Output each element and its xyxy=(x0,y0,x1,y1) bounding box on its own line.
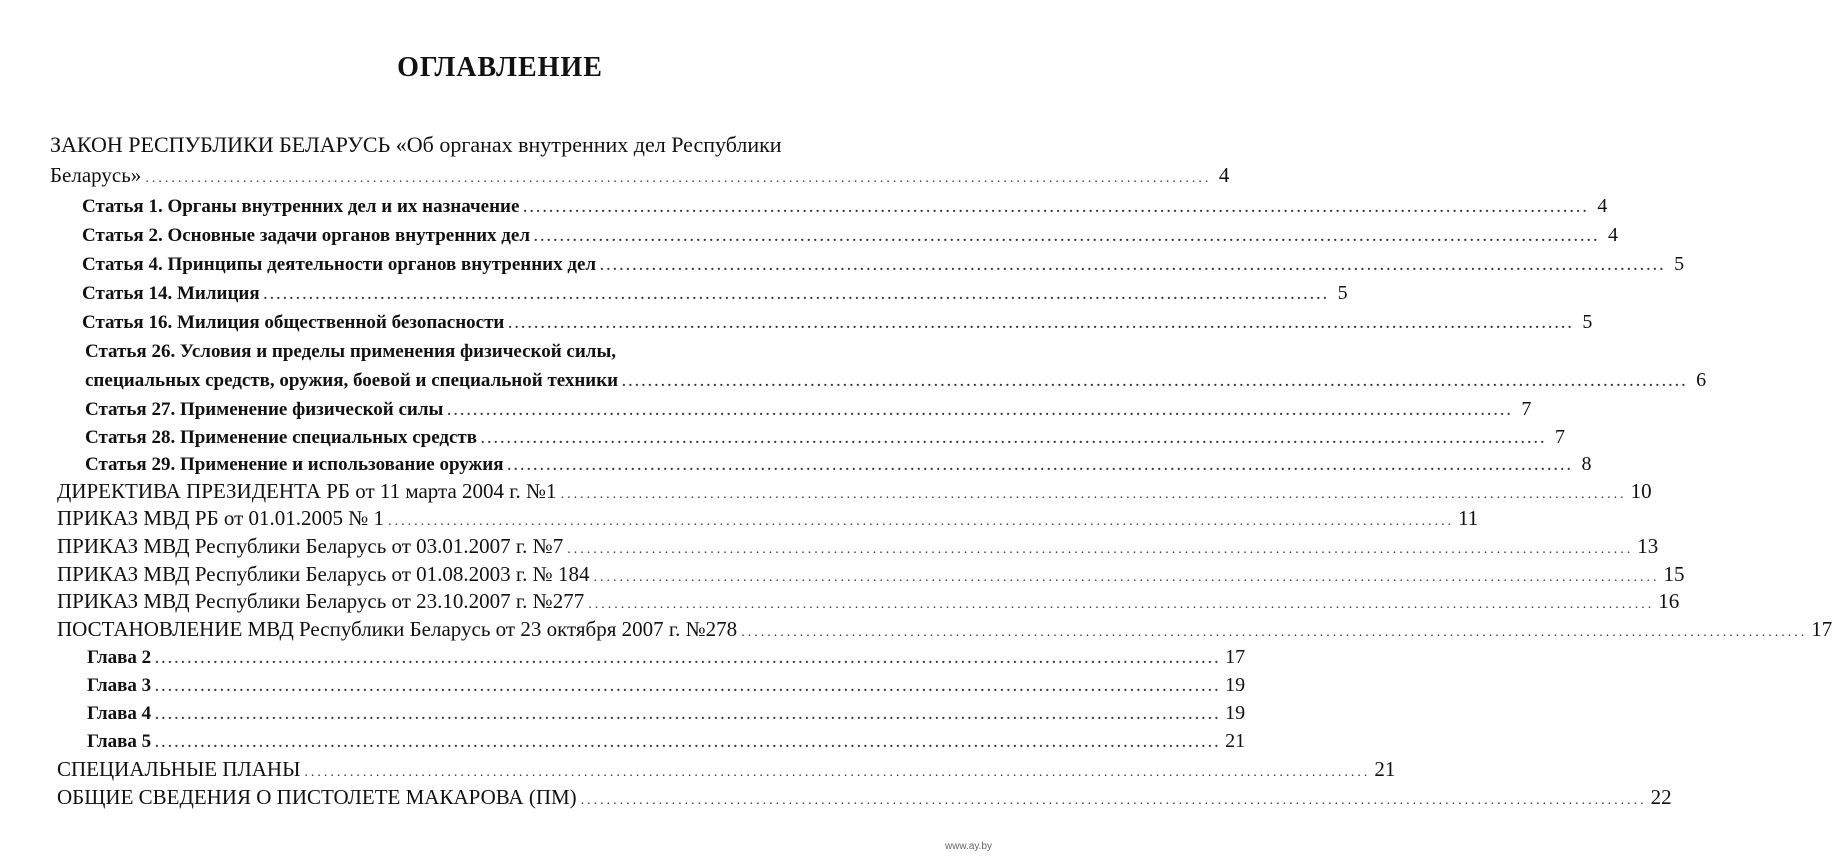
toc-page-number: 10 xyxy=(1630,479,1652,503)
toc-page-number: 15 xyxy=(1663,562,1685,586)
toc-leader-dots: .................................................................................................................................................................... xyxy=(593,570,1660,585)
toc-page-number: 4 xyxy=(1218,163,1230,187)
toc-entry-text: ПРИКАЗ МВД Республики Беларусь от 03.01.2007 г. №7 xyxy=(57,534,564,558)
toc-leader-dots: .................................................................................................................................................................... xyxy=(155,652,1222,667)
toc-entry-makarov-pistol xyxy=(57,784,1672,814)
toc-entry-text: Статья 4. Принципы деятельности органов внутренних дел xyxy=(82,254,597,275)
toc-leader-dots: .................................................................................................................................................................... xyxy=(580,793,1647,808)
toc-entry-chapter-2 xyxy=(87,644,1246,673)
toc-leader-dots: .................................................................................................................................................................... xyxy=(508,317,1575,332)
toc-leader-dots: .................................................................................................................................................................... xyxy=(622,375,1689,390)
toc-leader-dots: .................................................................................................................................................................... xyxy=(155,736,1222,751)
toc-page-number: 11 xyxy=(1458,506,1479,530)
toc-leader-dots: .................................................................................................................................................................... xyxy=(534,230,1601,245)
toc-entry-law xyxy=(50,162,1230,192)
toc-entry-article-27 xyxy=(85,396,1532,425)
toc-leader-dots: .................................................................................................................................................................... xyxy=(145,171,1212,186)
toc-entry-text: Глава 4 xyxy=(87,703,152,724)
toc-entry-order-2005 xyxy=(57,505,1479,535)
toc-entry-text: Статья 27. Применение физической силы xyxy=(85,399,444,420)
toc-leader-dots: .................................................................................................................................................................... xyxy=(741,625,1808,640)
toc-leader-dots: .................................................................................................................................................................... xyxy=(507,459,1574,474)
toc-entry-order-184 xyxy=(57,561,1685,591)
toc-leader-dots: .................................................................................................................................................................... xyxy=(263,288,1330,303)
toc-leader-dots: .................................................................................................................................................................... xyxy=(523,201,1590,216)
toc-entry-article-16 xyxy=(82,309,1593,338)
toc-entry-directive xyxy=(57,478,1652,508)
toc-entry-text: ОБЩИЕ СВЕДЕНИЯ О ПИСТОЛЕТЕ МАКАРОВА (ПМ) xyxy=(57,785,577,809)
toc-leader-dots: .................................................................................................................................................................... xyxy=(304,765,1371,780)
toc-leader-dots: .................................................................................................................................................................... xyxy=(155,708,1222,723)
toc-entry-text: ПРИКАЗ МВД РБ от 01.01.2005 № 1 xyxy=(57,506,385,530)
toc-entry-law-line1: ЗАКОН РЕСПУБЛИКИ БЕЛАРУСЬ «Об органах внутренних дел Республики xyxy=(50,132,782,157)
toc-page-number: 8 xyxy=(1581,453,1592,475)
toc-entry-text: Глава 5 xyxy=(87,731,152,752)
toc-leader-dots: .................................................................................................................................................................... xyxy=(388,514,1455,529)
toc-entry-text: Глава 2 xyxy=(87,647,152,668)
toc-page-number: 19 xyxy=(1225,702,1246,724)
toc-entry-chapter-5 xyxy=(87,728,1246,757)
toc-entry-text: ПРИКАЗ МВД Республики Беларусь от 01.08.2003 г. № 184 xyxy=(57,562,590,586)
toc-entry-text: Статья 16. Милиция общественной безопасности xyxy=(82,312,505,333)
toc-page-number: 5 xyxy=(1337,282,1348,304)
toc-entry-text: ПОСТАНОВЛЕНИЕ МВД Республики Беларусь от 23 октября 2007 г. №278 xyxy=(57,617,738,641)
toc-page-number: 19 xyxy=(1225,674,1246,696)
toc-page-number: 17 xyxy=(1811,617,1832,641)
toc-entry-article-29 xyxy=(85,451,1592,480)
toc-entry-article-28 xyxy=(85,424,1566,453)
toc-page-number: 17 xyxy=(1225,646,1246,668)
toc-page-number: 5 xyxy=(1582,311,1593,333)
toc-page-number: 16 xyxy=(1658,589,1680,613)
toc-entry-chapter-3 xyxy=(87,672,1246,701)
toc-leader-dots: .................................................................................................................................................................... xyxy=(560,487,1627,502)
toc-entry-article-2 xyxy=(82,222,1619,251)
toc-entry-text: Статья 29. Применение и использование оружия xyxy=(85,454,504,475)
toc-entry-article-1 xyxy=(82,193,1608,222)
toc-page-number: 13 xyxy=(1637,534,1659,558)
toc-entry-special-plans xyxy=(57,756,1396,786)
toc-leader-dots: .................................................................................................................................................................... xyxy=(588,597,1655,612)
toc-leader-dots: .................................................................................................................................................................... xyxy=(447,404,1514,419)
toc-page-number: 7 xyxy=(1555,426,1566,448)
toc-entry-text: Глава 3 xyxy=(87,675,152,696)
toc-entry-text: ПРИКАЗ МВД Республики Беларусь от 23.10.2007 г. №277 xyxy=(57,589,585,613)
toc-entry-text: специальных средств, оружия, боевой и специальной техники xyxy=(85,370,619,391)
toc-entry-chapter-4 xyxy=(87,700,1246,729)
toc-leader-dots: .................................................................................................................................................................... xyxy=(155,680,1222,695)
toc-page-number: 21 xyxy=(1225,730,1246,752)
toc-entry-resolution-278 xyxy=(57,616,1832,646)
toc-page-number: 6 xyxy=(1696,369,1707,391)
toc-entry-text: Статья 28. Применение специальных средств xyxy=(85,427,478,448)
toc-entry-order-277 xyxy=(57,588,1680,618)
toc-entry-text: Статья 14. Милиция xyxy=(82,283,260,304)
toc-page-number: 7 xyxy=(1521,398,1532,420)
toc-entry-text: ДИРЕКТИВА ПРЕЗИДЕНТА РБ от 11 марта 2004 г. №1 xyxy=(57,479,557,503)
toc-entry-text: Статья 1. Органы внутренних дел и их назначение xyxy=(82,196,520,217)
toc-entry-text: Статья 2. Основные задачи органов внутренних дел xyxy=(82,225,531,246)
toc-page-number: 22 xyxy=(1650,785,1672,809)
toc-entry-text: Статья 26. Условия и пределы применения физической силы, xyxy=(85,341,617,362)
toc-page-number: 21 xyxy=(1374,757,1396,781)
toc-entry-article-4 xyxy=(82,251,1685,280)
toc-page-number: 4 xyxy=(1597,195,1608,217)
site-watermark: www.ay.by xyxy=(944,841,992,852)
toc-page-number: 5 xyxy=(1674,253,1685,275)
toc-leader-dots: .................................................................................................................................................................... xyxy=(481,432,1548,447)
page-title: ОГЛАВЛЕНИЕ xyxy=(397,52,603,83)
toc-entry-article-26-line1 xyxy=(85,339,963,365)
toc-leader-dots: .................................................................................................................................................................... xyxy=(600,259,1667,274)
toc-page-number: 4 xyxy=(1608,224,1619,246)
toc-entry-text: Беларусь» xyxy=(50,163,142,187)
toc-entry-order-7 xyxy=(57,533,1659,563)
toc-entry-article-26 xyxy=(85,367,1707,396)
toc-entry-article-14 xyxy=(82,280,1348,309)
toc-entry-text: СПЕЦИАЛЬНЫЕ ПЛАНЫ xyxy=(57,757,301,781)
toc-leader-dots: .................................................................................................................................................................... xyxy=(567,542,1634,557)
